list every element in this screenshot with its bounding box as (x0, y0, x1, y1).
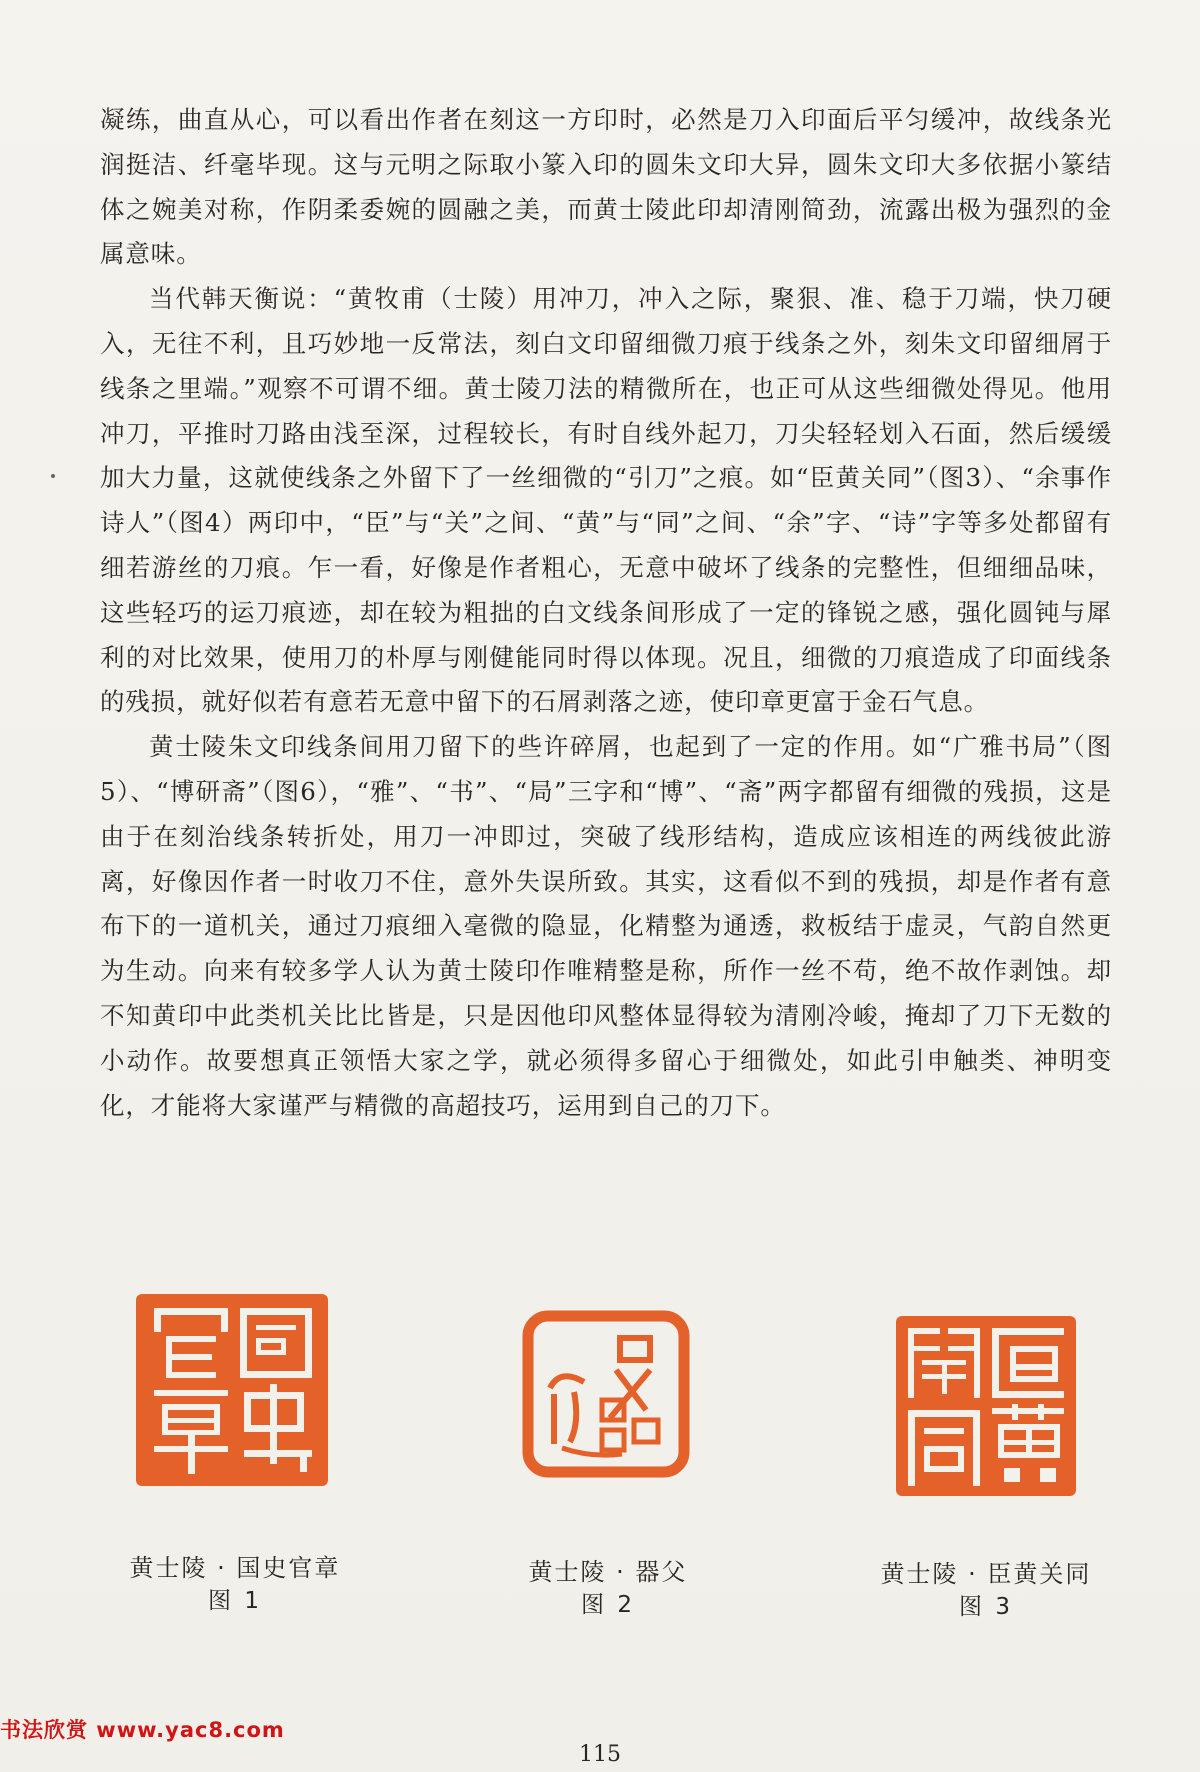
paragraph-2: 当代韩天衡说：“黄牧甫（士陵）用冲刀，冲入之际，聚狠、准、稳于刀端，快刀硬入，无往不利，且巧妙地一反常法，刻白文印留细微刀痕于线条之外，刻朱文印留细屑于线条之里端。”观察不可谓不细。黄士陵刀法的精微所在，也正可从这些细微处得见。他用冲刀，平推时刀路由浅至深，过程较长，有时自线外起刀，刀尖轻轻划入石面，然后缓缓加大力量，这就使线条之外留下了一丝细微的“引刀”之痕。如“臣黄关同”（图3）、“余事作诗人”（图4）两印中，“臣”与“关”之间、“黄”与“同”之间、“余”字、“诗”字等多处都留有细若游丝的刀痕。乍一看，好像是作者粗心，无意中破坏了线条的完整性，但细细品味，这些轻巧的运刀痕迹，却在较为粗拙的白文线条间形成了一定的锋锐之感，强化圆钝与犀利的对比效果，使用刀的朴厚与刚健能同时得以体现。况且，细微的刀痕造成了印面线条的残损，就好似若有意若无意中留下的石屑剥落之迹，使印章更富于金石气息。 (100, 284, 1112, 717)
figure-caption-2: 黄士陵 · 器父 (528, 1558, 688, 1586)
figure-3 (856, 1290, 1116, 1620)
figure-1 (100, 1290, 370, 1620)
figure-caption-1: 黄士陵 · 国史官章 (129, 1554, 341, 1582)
figure-caption-3: 黄士陵 · 臣黄关同 (880, 1560, 1092, 1588)
paragraph-3: 黄士陵朱文印线条间用刀留下的些许碎屑，也起到了一定的作用。如“广雅书局”（图5）、“博研斋”（图6），“雅”、“书”、“局”三字和“博”、“斋”两字都留有细微的残损，这是由于在刻治线条转折处，用刀一冲即过，突破了线形结构，造成应该相连的两线彼此游离，好像因作者一时收刀不住，意外失误所致。其实，这看似不到的残损，却是作者有意布下的一道机关，通过刀痕细入毫微的隐显，化精整为通透，救板结于虚灵，气韵自然更为生动。向来有较多学人认为黄士陵印作唯精整是称，所作一丝不苟，绝不故作剥蚀。却不知黄印中此类机关比比皆是，只是因他印风整体显得较为清刚冷峻，掩却了刀下无数的小动作。故要想真正领悟大家之学，就必须得多留心于细微处，如此引申触类、神明变化，才能将大家谨严与精微的高超技巧，运用到自己的刀下。 (100, 732, 1112, 1120)
seal-image-1 (132, 1290, 332, 1490)
figure-label-3: 图 3 (959, 1594, 1013, 1620)
stray-dot (51, 474, 55, 478)
page-number: 115 (579, 1742, 621, 1767)
site-watermark: 书法欣赏 www.yac8.com (0, 1718, 285, 1742)
body-text (100, 98, 1112, 1128)
figure-label-1: 图 1 (208, 1588, 262, 1614)
figure-label-2: 图 2 (581, 1592, 635, 1618)
seal-image-2 (520, 1308, 692, 1480)
seal-image-3 (892, 1312, 1080, 1500)
paragraph-1: 凝练，曲直从心，可以看出作者在刻这一方印时，必然是刀入印面后平匀缓冲，故线条光润挺洁、纤毫毕现。这与元明之际取小篆入印的圆朱文印大异，圆朱文印大多依据小篆结体之婉美对称，作阴柔委婉的圆融之美，而黄士陵此印却清刚简劲，流露出极为强烈的金属意味。 (100, 105, 1112, 269)
figure-2 (478, 1290, 738, 1620)
